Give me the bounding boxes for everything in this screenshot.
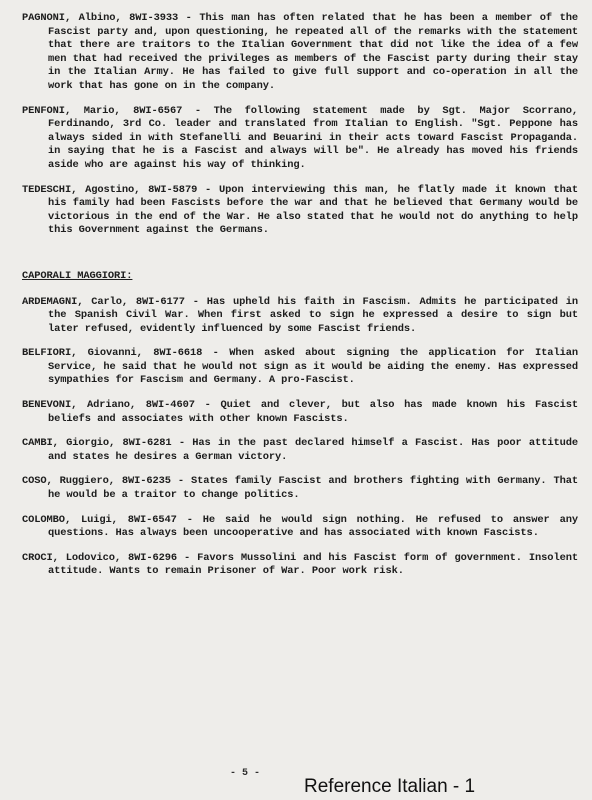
document-body <box>22 12 578 590</box>
page-number: - 5 - <box>230 768 261 779</box>
record-entry: CROCI, Lodovico, 8WI-6296 - Favors Mussolini and his Fascist form of government. Insolent attitude. Wants to remain Prisoner of War. Poor work risk. <box>22 551 578 578</box>
record-entry: TEDESCHI, Agostino, 8WI-5879 - Upon interviewing this man, he flatly made it known that his family had been Fascists before the war and that he believed that Germany would be victorious in the end of the War. He also stated that he would not do anything to help this Government against the Germans. <box>22 183 578 237</box>
record-entry: PAGNONI, Albino, 8WI-3933 - This man has often related that he has been a member of the Fascist party and, upon questioning, he repeated all of the remarks with the statement that there are traitors to the Italian Government that did not like the idea of a few men that had received the privileges as members of the Fascist party during their stay in the Italian Army. He has failed to give full support and co-operation in all the work that has gone on in the company. <box>22 12 578 92</box>
record-entry: COSO, Ruggiero, 8WI-6235 - States family Fascist and brothers fighting with Germany. That he would be a traitor to change politics. <box>22 475 578 502</box>
record-entry: CAMBI, Giorgio, 8WI-6281 - Has in the past declared himself a Fascist. Has poor attitude and states he desires a German victory. <box>22 437 578 463</box>
record-entry: PENFONI, Mario, 8WI-6567 - The following statement made by Sgt. Major Scorrano, Ferdinando, 3rd Co. leader and translated from Italian to English. "Sgt. Peppone has always sided in with Stefanelli and Beuarini in their acts toward Fascist Propaganda. in saying that he is a Fascist and always will be". He already has moved his friends aside who are against his way of thinking. <box>22 104 578 171</box>
record-entry: ARDEMAGNI, Carlo, 8WI-6177 - Has upheld his faith in Fascism. Admits he participated in the Spanish Civil War. When first asked to sign he expressed a desire to sign but later refused, evidently influenced by some Fascist friends. <box>22 295 578 335</box>
section-heading: CAPORALI MAGGIORI: <box>22 269 133 282</box>
record-entry: COLOMBO, Luigi, 8WI-6547 - He said he would sign nothing. He refused to answer any questions. Has always been uncooperative and has associated with known Fascists. <box>22 513 578 540</box>
reference-label: Reference Italian - 1 <box>304 776 476 797</box>
record-entry: BENEVONI, Adriano, 8WI-4607 - Quiet and clever, but also has made known his Fascist beliefs and associates with other known Fascists. <box>22 399 578 425</box>
record-entry: BELFIORI, Giovanni, 8WI-6618 - When asked about signing the application for Italian Service, he said that he would not sign as it would be aiding the enemy. Has expressed sympathies for Fascism and Germany. A pro-Fascist. <box>22 347 578 387</box>
